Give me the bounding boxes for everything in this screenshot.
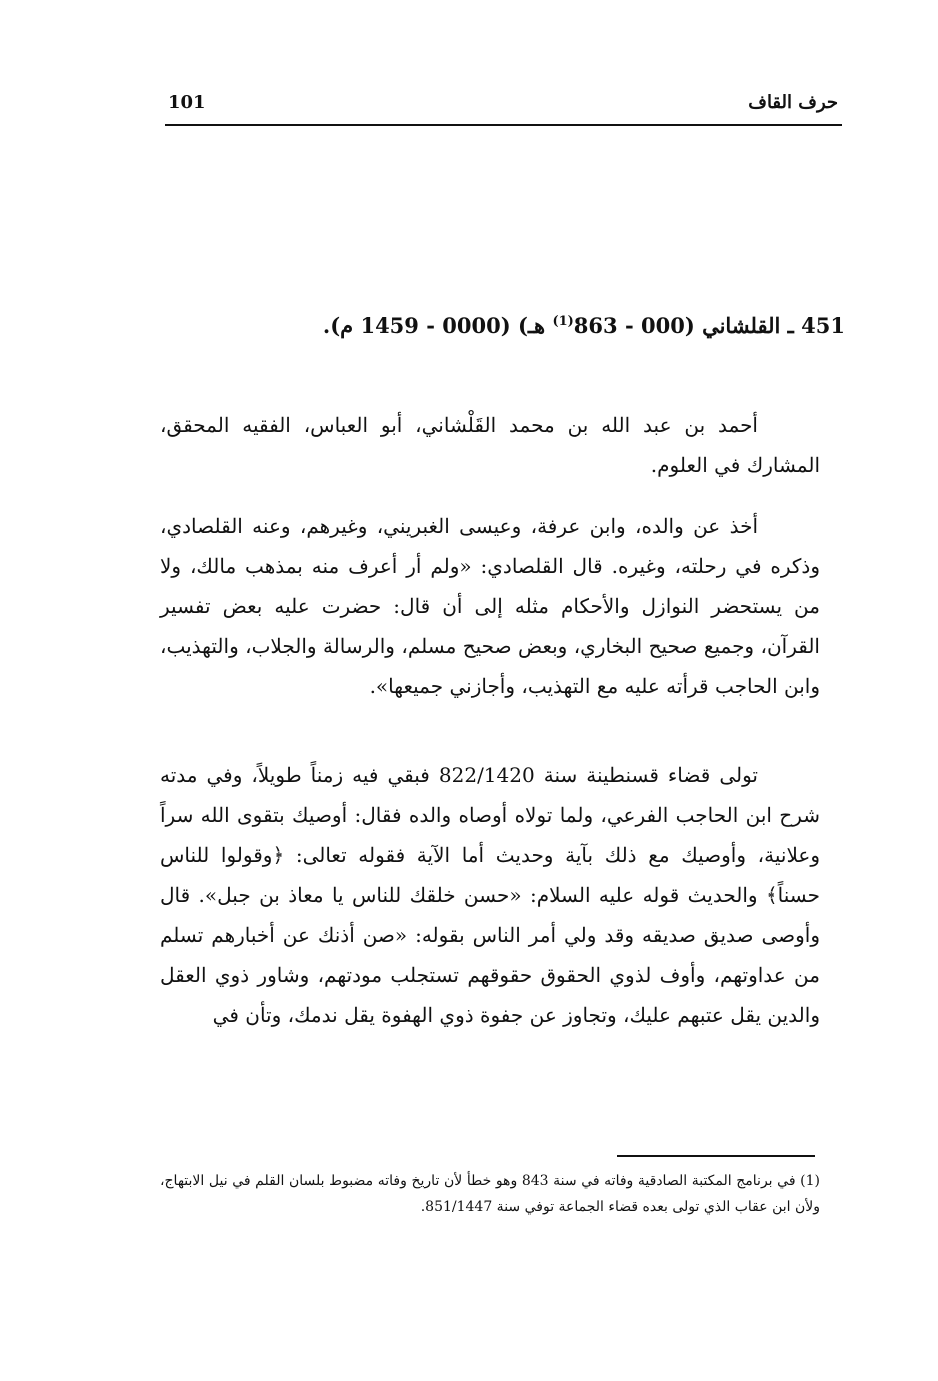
entry-number-name: 451 ـ القلشاني [702, 313, 845, 338]
paragraph: أخذ عن والده، وابن عرفة، وعيسى الغبريني، وغيرهم، وعنه القلصادي، وذكره في رحلته، وغيره. قال القلصادي: «ولم أر أعرف منه بمذهب مالك، ولا من يستحضر النوازل والأحكام مثله إلى أن قال: حضرت عليه بعض تفسير القرآن، وجميع صحيح البخاري، وبعض صحيح مسلم، والرسالة والجلاب، والتهذيب، وابن الحاجب قرأته عليه مع التهذيب، وأجازني جميعها». [160, 514, 820, 698]
footnote-divider [617, 1155, 815, 1157]
paragraph: أحمد بن عبد الله بن محمد القَلْشاني، أبو العباس، الفقيه المحقق، المشارك في العلوم. [160, 413, 820, 477]
paragraph: تولى قضاء قسنطينة سنة 822/1420 فبقي فيه زمناً طويلاً، وفي مدته شرح ابن الحاجب الفرعي، ولما تولاه أوصاه والده فقال: أوصيك بتقوى الله سراً وعلانية، وأوصيك مع ذلك بآية وحديث أما الآية فقوله تعالى: ﴿وقولوا للناس حسناً﴾ والحديث قوله عليه السلام: «حسن خلقك للناس يا معاذ بن جبل». قال وأوصى صديق صديقه وقد ولي أمر الناس بقوله: «صن أذنك عن أخبارهم تسلم من عداوتهم، وأوف لذوي الحقوق حقوقهم تستجلب مودتهم، وشاور ذوي العقل والدين يقل عتبهم عليك، وتجاوز عن جفوة ذوي الهفوة يقل ندمك، وتأن في [160, 763, 820, 1027]
page-number: 101 [168, 92, 206, 113]
entry-hijri-dates: (000 - 863 [573, 313, 695, 338]
entry-hijri-suffix: هـ) [517, 313, 546, 338]
paragraph-2-block [160, 506, 820, 706]
entry-heading [145, 313, 845, 338]
running-header-title: حرف القاف [748, 92, 838, 113]
paragraph-1-block [160, 405, 820, 485]
footnote-marker: (1) [552, 314, 574, 329]
paragraph-3-block [160, 755, 820, 1035]
entry-gregorian-dates: (0000 - 1459 م). [322, 313, 511, 338]
footnote: (1) في برنامج المكتبة الصادقية وفاته في سنة 843 وهو خطأ لأن تاريخ وفاته مضبوط بلسان القلم في نيل الابتهاج، ولأن ابن عقاب الذي تولى بعده قضاء الجماعة توفي سنة 851/1447. [160, 1173, 820, 1215]
header-divider [165, 124, 842, 126]
